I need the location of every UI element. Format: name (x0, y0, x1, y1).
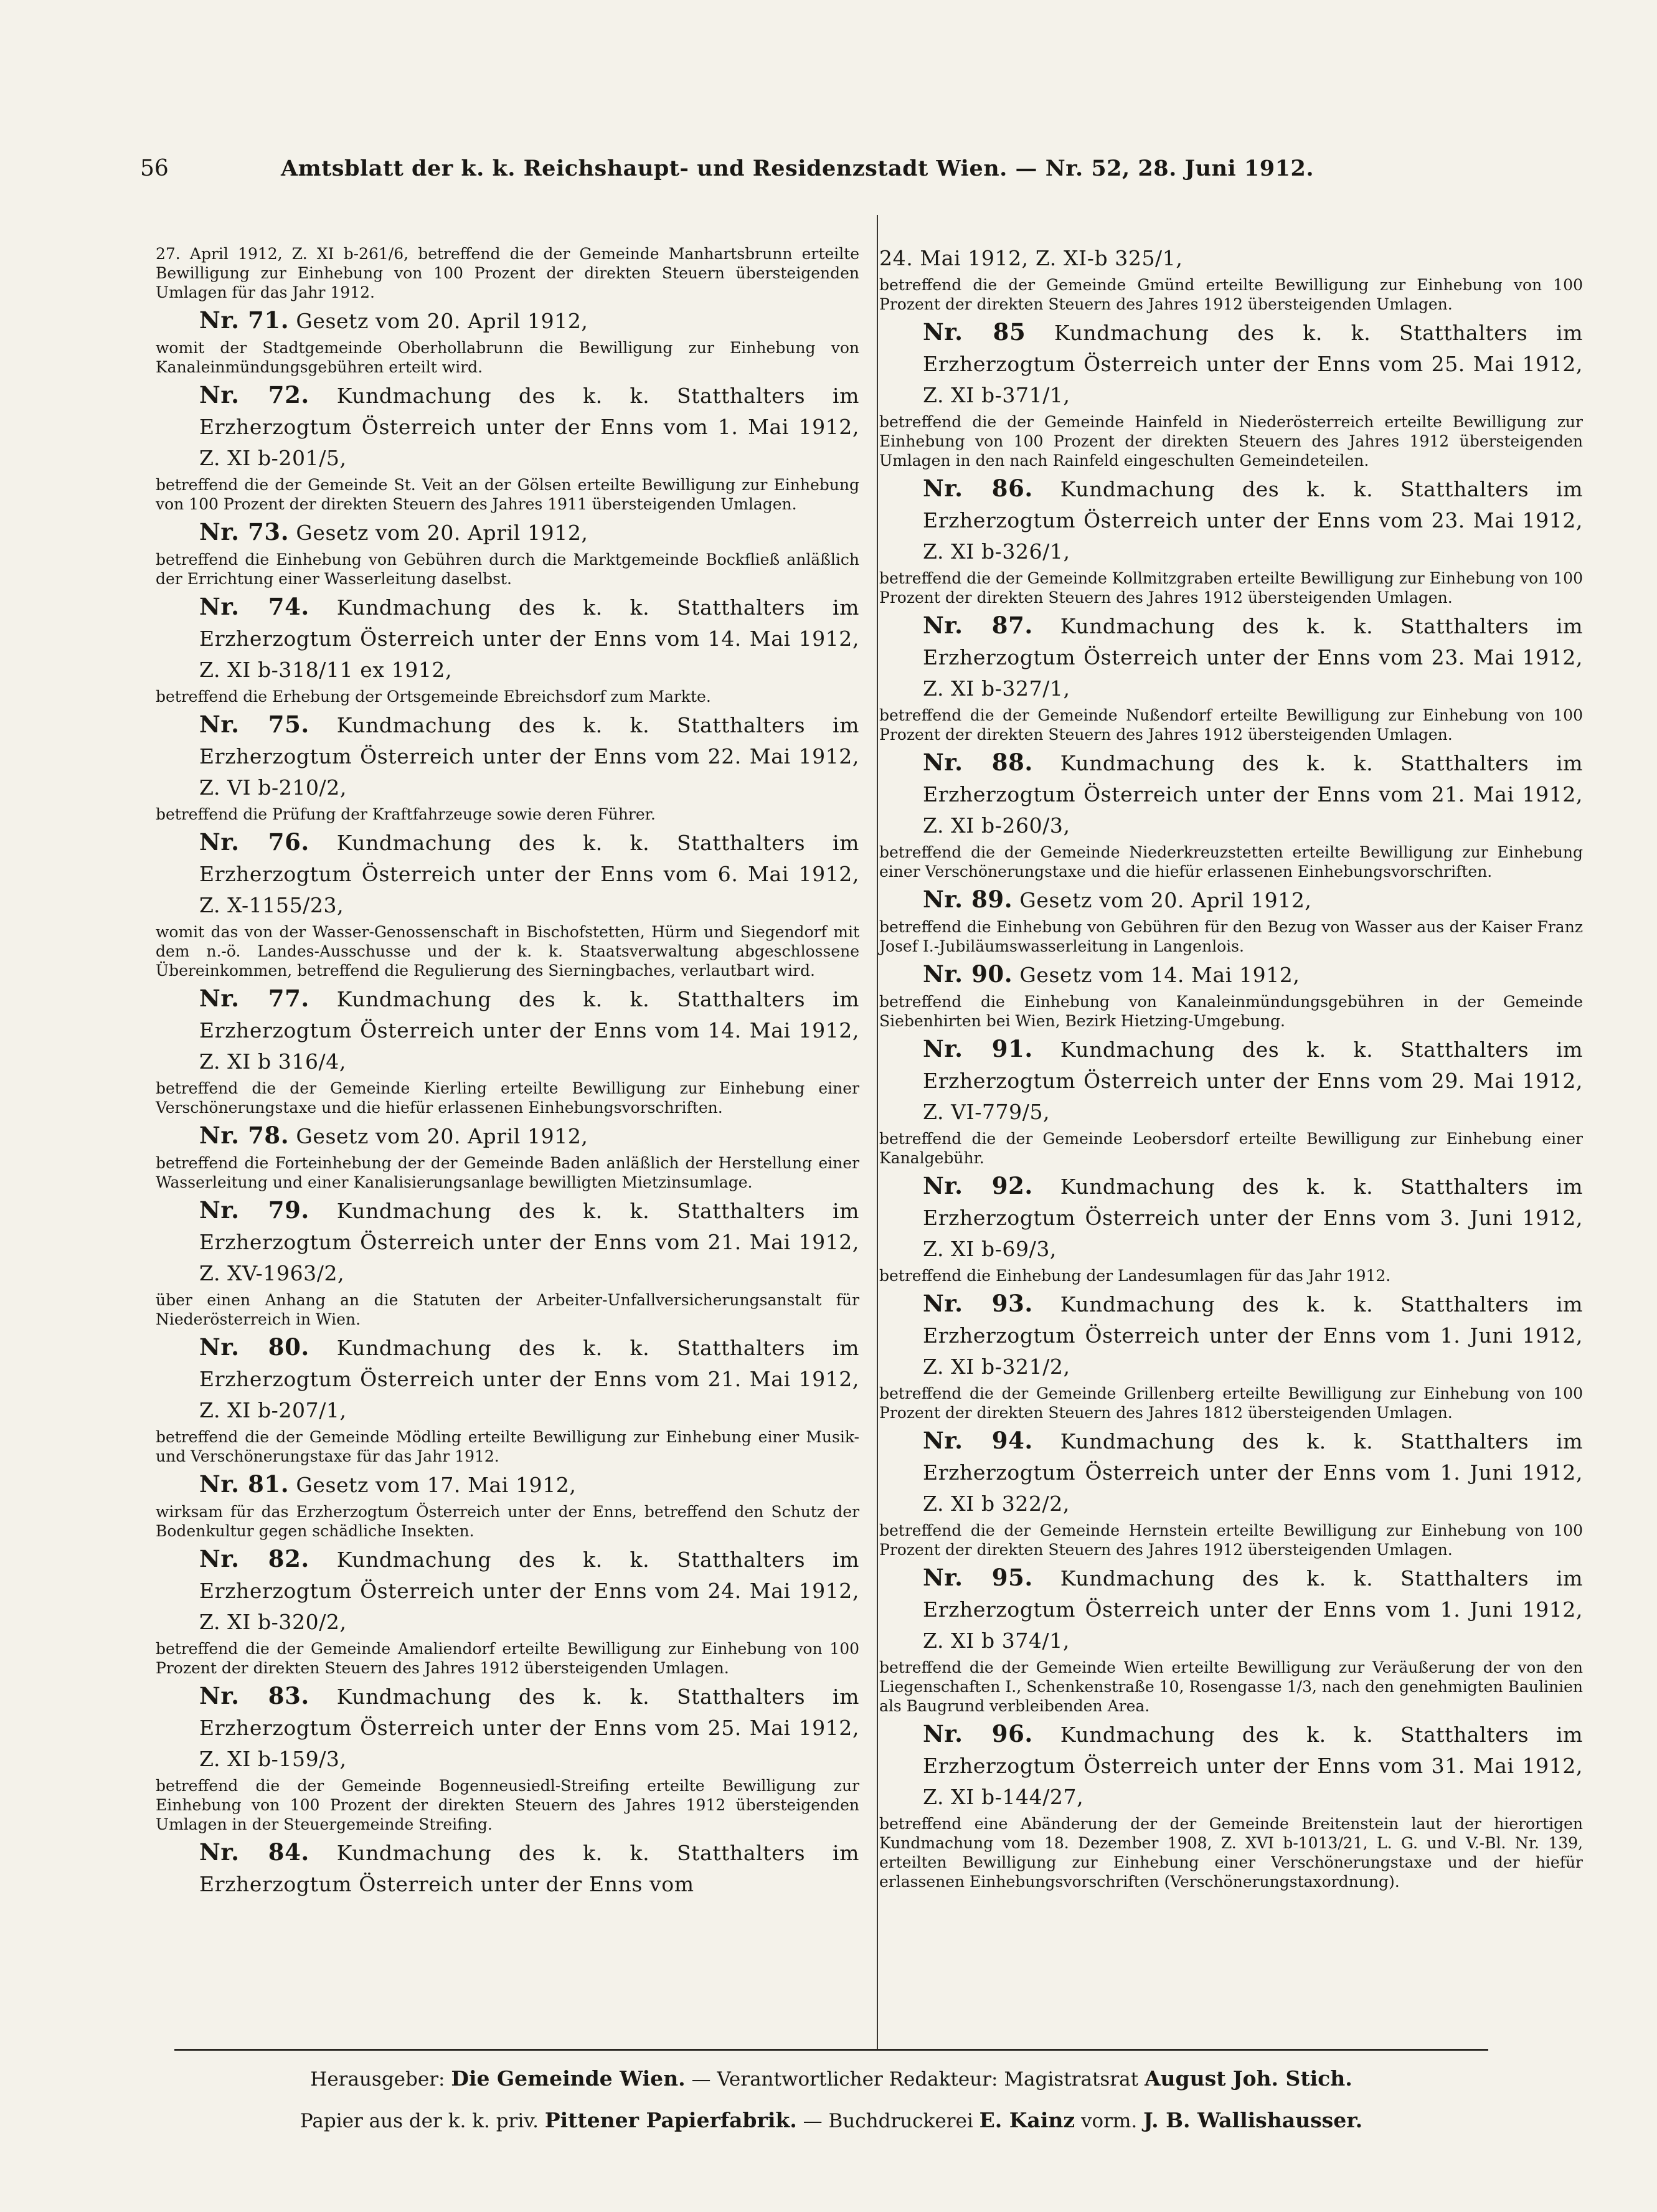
entry-title: Gesetz vom 20. April 1912, (1019, 888, 1312, 912)
entry-heading (156, 1120, 859, 1152)
entry-heading (156, 379, 859, 474)
gazette-entry (156, 591, 859, 706)
footer-publisher: Die Gemeinde Wien. (451, 2066, 686, 2091)
entry-number: Nr. 74. (199, 593, 309, 620)
gazette-entry (156, 1680, 859, 1834)
entry-heading (156, 1543, 859, 1638)
entry-title: Kundmachung des k. k. Statthalters im Erzherzogtum Österreich unter der Enns vom 1. Juni 1912, Z. XI b 322/2, (923, 1429, 1583, 1516)
entry-number: Nr. 85 (923, 318, 1026, 346)
entry-heading (156, 1331, 859, 1426)
footer-rule (174, 2049, 1488, 2051)
entry-body: über einen Anhang an die Statuten der Arbeiter-Unfallversicherungsanstalt für Niederösterreich in Wien. (156, 1291, 859, 1328)
gazette-entry (879, 1170, 1583, 1285)
entry-body: betreffend die der Gemeinde Mödling erteilte Bewilligung zur Einhebung einer Musik- und Verschönerungstaxe für das Jahr 1912. (156, 1428, 859, 1465)
entry-body: betreffend die Einhebung der Landesumlagen für das Jahr 1912. (879, 1267, 1391, 1285)
gazette-entry (156, 983, 859, 1117)
footer-label: — Verantwortlicher Redakteur: Magistratsrat (691, 2068, 1139, 2091)
entry-number: Nr. 72. (199, 381, 309, 409)
gazette-entry (879, 1288, 1583, 1422)
entry-title: Kundmachung des k. k. Statthalters im Erzherzogtum Österreich unter der Enns vom 21. Mai 1912, Z. XV-1963/2, (199, 1199, 859, 1285)
entry-body: betreffend die Erhebung der Ortsgemeinde Ebreichsdorf zum Markte. (156, 688, 711, 706)
entry-title: Kundmachung des k. k. Statthalters im Erzherzogtum Österreich unter der Enns vom 23. Mai 1912, Z. XI b-327/1, (923, 614, 1583, 701)
gazette-entry (879, 1718, 1583, 1891)
column-divider (877, 215, 878, 2049)
gazette-entry (156, 305, 859, 377)
gazette-entry (879, 1425, 1583, 1559)
entry-body: betreffend die der Gemeinde Hainfeld in Niederösterreich erteilte Bewilligung zur Einhebung von 100 Prozent der direkten Steuern des Jahres 1912 übersteigenden Umlagen in den nach Rainfeld eingeschulten Gemeindeteilen. (879, 413, 1583, 470)
entry-number: Nr. 82. (199, 1545, 309, 1572)
entry-title: Gesetz vom 20. April 1912, (296, 1124, 588, 1148)
entry-body: betreffend die der Gemeinde Wien erteilte Bewilligung zur Veräußerung der von den Liegenschaften I., Schenkenstraße 10, Rosengasse 1/3, nach den genehmigten Baulinien als Baugrund verbleibenden Area. (879, 1658, 1583, 1715)
running-title: Amtsblatt der k. k. Reichshaupt- und Residenzstadt Wien. — Nr. 52, 28. Juni 1912. (280, 156, 1314, 181)
entry-body: betreffend die der Gemeinde Leobersdorf erteilte Bewilligung zur Einhebung einer Kanalgebühr. (879, 1130, 1583, 1167)
entry-title: Gesetz vom 20. April 1912, (296, 521, 588, 545)
entry-title: Kundmachung des k. k. Statthalters im Erzherzogtum Österreich unter der Enns vom 1. Mai 1912, Z. XI b-201/5, (199, 384, 859, 470)
footer-printer-line (174, 2108, 1488, 2132)
entry-title: Kundmachung des k. k. Statthalters im Erzherzogtum Österreich unter der Enns vom 21. Mai 1912, Z. XI b-207/1, (199, 1336, 859, 1422)
left-column (156, 243, 859, 1902)
entry-title: Gesetz vom 20. April 1912, (296, 309, 588, 333)
entry-title: Kundmachung des k. k. Statthalters im Erzherzogtum Österreich unter der Enns vom 25. Mai 1912, Z. XI b-159/3, (199, 1685, 859, 1771)
entry-number: Nr. 77. (199, 985, 309, 1012)
entry-body: womit das von der Wasser-Genossenschaft in Bischofstetten, Hürm und Siegendorf mit dem n.-ö. Landes-Ausschusse und der k. k. Staatsverwaltung abgeschlossene Übereinkommen, betreffend die Regulierung des Sierningbaches, verlautbart wird. (156, 923, 859, 980)
entry-number: Nr. 79. (199, 1196, 309, 1224)
entry-body: betreffend die der Gemeinde Kierling erteilte Bewilligung zur Einhebung einer Verschönerungstaxe und die hiefür erlassenen Einhebungsvorschriften. (156, 1079, 859, 1117)
entry-heading (879, 1170, 1583, 1265)
entry-heading (879, 1425, 1583, 1520)
entry-title: Kundmachung des k. k. Statthalters im Erzherzogtum Österreich unter der Enns vom 31. Mai 1912, Z. XI b-144/27, (923, 1723, 1583, 1809)
right-column (879, 243, 1583, 1894)
entry-number: Nr. 91. (923, 1035, 1033, 1062)
footer-label: — Buchdruckerei (803, 2110, 973, 2132)
entry-number: Nr. 86. (923, 475, 1033, 502)
entry-body: betreffend die Einhebung von Kanaleinmündungsgebühren in der Gemeinde Siebenhirten bei Wien, Bezirk Hietzing-Umgebung. (879, 993, 1583, 1030)
page-header (140, 156, 1314, 199)
entry-body: betreffend die der Gemeinde Amaliendorf erteilte Bewilligung zur Einhebung von 100 Prozent der direkten Steuern des Jahres 1912 übersteigenden Umlagen. (156, 1640, 859, 1677)
entry-number: Nr. 76. (199, 828, 309, 856)
entry-heading (156, 591, 859, 686)
gazette-entry (156, 1468, 859, 1541)
entry-body: betreffend die der Gemeinde Bogenneusiedl-Streifing erteilte Bewilligung zur Einhebung von 100 Prozent der direkten Steuern des Jahres 1912 übersteigenden Umlagen in der Steuergemeinde Streifing. (156, 1777, 859, 1833)
entry-number: Nr. 89. (923, 886, 1013, 913)
footer-label: Papier aus der k. k. priv. (300, 2110, 539, 2132)
gazette-entry (156, 379, 859, 514)
entry-title: Kundmachung des k. k. Statthalters im Erzherzogtum Österreich unter der Enns vom 3. Juni 1912, Z. XI b-69/3, (923, 1175, 1583, 1261)
entry-number: Nr. 78. (199, 1122, 290, 1149)
entry-number: Nr. 71. (199, 306, 290, 334)
entry-body: betreffend die Einhebung von Gebühren durch die Marktgemeinde Bockfließ anläßlich der Errichtung einer Wasserleitung daselbst. (156, 551, 859, 588)
entry-heading (879, 473, 1583, 567)
entry-title: Kundmachung des k. k. Statthalters im Erzherzogtum Österreich unter der Enns vom 21. Mai 1912, Z. XI b-260/3, (923, 751, 1583, 838)
entry-heading (879, 884, 1583, 916)
entry-title: Kundmachung des k. k. Statthalters im Erzherzogtum Österreich unter der Enns vom 23. Mai 1912, Z. XI b-326/1, (923, 477, 1583, 564)
footer-printer-former: J. B. Wallishausser. (1143, 2108, 1363, 2132)
gazette-entry (879, 473, 1583, 607)
entry-body: betreffend die der Gemeinde Grillenberg erteilte Bewilligung zur Einhebung von 100 Prozent der direkten Steuern des Jahres 1812 übersteigenden Umlagen. (879, 1384, 1583, 1422)
entry-title: Kundmachung des k. k. Statthalters im Erzherzogtum Österreich unter der Enns vom 22. Mai 1912, Z. VI b-210/2, (199, 713, 859, 800)
entry-title: Kundmachung des k. k. Statthalters im Erzherzogtum Österreich unter der Enns vom 6. Mai 1912, Z. X-1155/23, (199, 831, 859, 917)
entry-title: Kundmachung des k. k. Statthalters im Erzherzogtum Österreich unter der Enns vom (199, 1841, 859, 1896)
gazette-entry (879, 610, 1583, 744)
footer-editor: August Joh. Stich. (1144, 2066, 1353, 2091)
entry-heading (156, 1194, 859, 1289)
gazette-entry (879, 243, 1583, 314)
entry-body: betreffend die der Gemeinde Niederkreuzstetten erteilte Bewilligung zur Einhebung einer Verschönerungstaxe und die hiefür erlassenen Einhebungsvorschriften. (879, 843, 1583, 881)
entry-heading (879, 1562, 1583, 1657)
entry-number: Nr. 92. (923, 1172, 1033, 1199)
entry-number: Nr. 88. (923, 749, 1033, 776)
gazette-entry (156, 1120, 859, 1192)
entry-number: Nr. 81. (199, 1470, 290, 1498)
gazette-entry (879, 316, 1583, 470)
entry-number: Nr. 75. (199, 711, 309, 738)
entry-heading (879, 316, 1583, 411)
gazette-entry (156, 1836, 859, 1900)
entry-body: betreffend eine Abänderung der der Gemeinde Breitenstein laut der hierortigen Kundmachung vom 18. Dezember 1908, Z. XVI b-1013/21, L. G. und V.-Bl. Nr. 139, erteilten Bewilligung zur Einhebung einer Verschönerungstaxe und der hiefür erlassenen Einhebungsvorschriften (Verschönerungstaxordnung). (879, 1815, 1583, 1891)
entry-heading (879, 243, 1583, 274)
entry-body: betreffend die der Gemeinde Gmünd erteilte Bewilligung zur Einhebung von 100 Prozent der direkten Steuern des Jahres 1912 übersteigenden Umlagen. (879, 276, 1583, 313)
footer-publisher-line (174, 2066, 1488, 2091)
entry-heading (879, 747, 1583, 841)
entry-body: womit der Stadtgemeinde Oberhollabrunn die Bewilligung zur Einhebung von Kanaleinmündungsgebühren erteilt wird. (156, 339, 859, 376)
footer-printer: E. Kainz (979, 2108, 1075, 2132)
entry-number: Nr. 83. (199, 1682, 309, 1709)
entry-title: Kundmachung des k. k. Statthalters im Erzherzogtum Österreich unter der Enns vom 1. Juni 1912, Z. XI b-321/2, (923, 1292, 1583, 1379)
gazette-entry (879, 1562, 1583, 1716)
entry-number: Nr. 95. (923, 1564, 1033, 1591)
entry-title: Kundmachung des k. k. Statthalters im Erzherzogtum Österreich unter der Enns vom 1. Juni 1912, Z. XI b 374/1, (923, 1566, 1583, 1653)
entry-title: Gesetz vom 17. Mai 1912, (296, 1473, 577, 1497)
entry-heading (156, 983, 859, 1077)
entry-heading (879, 1033, 1583, 1128)
entry-body: betreffend die der Gemeinde Hernstein erteilte Bewilligung zur Einhebung von 100 Prozent der direkten Steuern des Jahres 1912 übersteigenden Umlagen. (879, 1521, 1583, 1559)
entry-heading (879, 958, 1583, 991)
gazette-entry (156, 516, 859, 588)
entry-title: Kundmachung des k. k. Statthalters im Erzherzogtum Österreich unter der Enns vom 29. Mai 1912, Z. VI-779/5, (923, 1037, 1583, 1124)
entry-number: Nr. 96. (923, 1720, 1033, 1747)
page-number: 56 (140, 156, 169, 181)
gazette-entry (879, 884, 1583, 956)
entry-number: Nr. 80. (199, 1333, 309, 1361)
entry-body: betreffend die der Gemeinde St. Veit an der Gölsen erteilte Bewilligung zur Einhebung von 100 Prozent der direkten Steuern des Jahres 1911 übersteigenden Umlagen. (156, 476, 859, 513)
gazette-entry (156, 1194, 859, 1329)
gazette-entry (156, 244, 859, 302)
entry-body: betreffend die Forteinhebung der der Gemeinde Baden anläßlich der Herstellung einer Wasserleitung und einer Kanalisierungsanlage bewilligten Mietzinsumlage. (156, 1154, 859, 1191)
entry-body: betreffend die Einhebung von Gebühren für den Bezug von Wasser aus der Kaiser Franz Josef I.-Jubiläumswasserleitung in Langenlois. (879, 918, 1583, 955)
entry-heading (156, 1836, 859, 1900)
entry-body: betreffend die Prüfung der Kraftfahrzeuge sowie deren Führer. (156, 805, 656, 823)
entry-heading (156, 305, 859, 337)
entry-title: Kundmachung des k. k. Statthalters im Erzherzogtum Österreich unter der Enns vom 24. Mai 1912, Z. XI b-320/2, (199, 1548, 859, 1634)
footer-label: Herausgeber: (310, 2068, 445, 2091)
entry-body: betreffend die der Gemeinde Nußendorf erteilte Bewilligung zur Einhebung von 100 Prozent der direkten Steuern des Jahres 1912 übersteigenden Umlagen. (879, 706, 1583, 744)
gazette-entry (879, 1033, 1583, 1168)
entry-number: Nr. 87. (923, 612, 1033, 639)
gazette-entry (156, 826, 859, 980)
entry-heading (879, 1288, 1583, 1382)
entry-title: Kundmachung des k. k. Statthalters im Erzherzogtum Österreich unter der Enns vom 14. Mai 1912, Z. XI b-318/11 ex 1912, (199, 595, 859, 682)
entry-heading (879, 1718, 1583, 1813)
gazette-entry (879, 747, 1583, 881)
entry-heading (156, 516, 859, 549)
gazette-entry (156, 1543, 859, 1678)
entry-number: Nr. 90. (923, 960, 1013, 988)
entry-title: 24. Mai 1912, Z. XI-b 325/1, (879, 246, 1183, 270)
entry-heading (156, 1468, 859, 1501)
entry-number: Nr. 94. (923, 1427, 1033, 1454)
entry-heading (156, 826, 859, 921)
entry-number: Nr. 73. (199, 518, 290, 546)
entry-heading (156, 709, 859, 803)
entry-heading (879, 610, 1583, 704)
entry-heading (156, 1680, 859, 1775)
entry-title: Kundmachung des k. k. Statthalters im Erzherzogtum Österreich unter der Enns vom 14. Mai 1912, Z. XI b 316/4, (199, 987, 859, 1074)
footer-paper-mill: Pittener Papierfabrik. (544, 2108, 797, 2132)
entry-number: Nr. 93. (923, 1290, 1033, 1317)
entry-body: betreffend die der Gemeinde Kollmitzgraben erteilte Bewilligung zur Einhebung von 100 Prozent der direkten Steuern des Jahres 1912 übersteigenden Umlagen. (879, 569, 1583, 607)
gazette-entry (156, 709, 859, 824)
entry-title: Kundmachung des k. k. Statthalters im Erzherzogtum Österreich unter der Enns vom 25. Mai 1912, Z. XI b-371/1, (923, 321, 1583, 407)
entry-body: wirksam für das Erzherzogtum Österreich unter der Enns, betreffend den Schutz der Bodenkultur gegen schädliche Insekten. (156, 1503, 859, 1540)
gazette-entry (156, 1331, 859, 1466)
entry-body: 27. April 1912, Z. XI b-261/6, betreffend die der Gemeinde Manhartsbrunn erteilte Bewilligung zur Einhebung von 100 Prozent der direkten Steuern übersteigenden Umlagen für das Jahr 1912. (156, 245, 859, 301)
entry-number: Nr. 84. (199, 1838, 309, 1866)
entry-title: Gesetz vom 14. Mai 1912, (1019, 963, 1300, 987)
footer-label: vorm. (1080, 2110, 1138, 2132)
gazette-entry (879, 958, 1583, 1031)
